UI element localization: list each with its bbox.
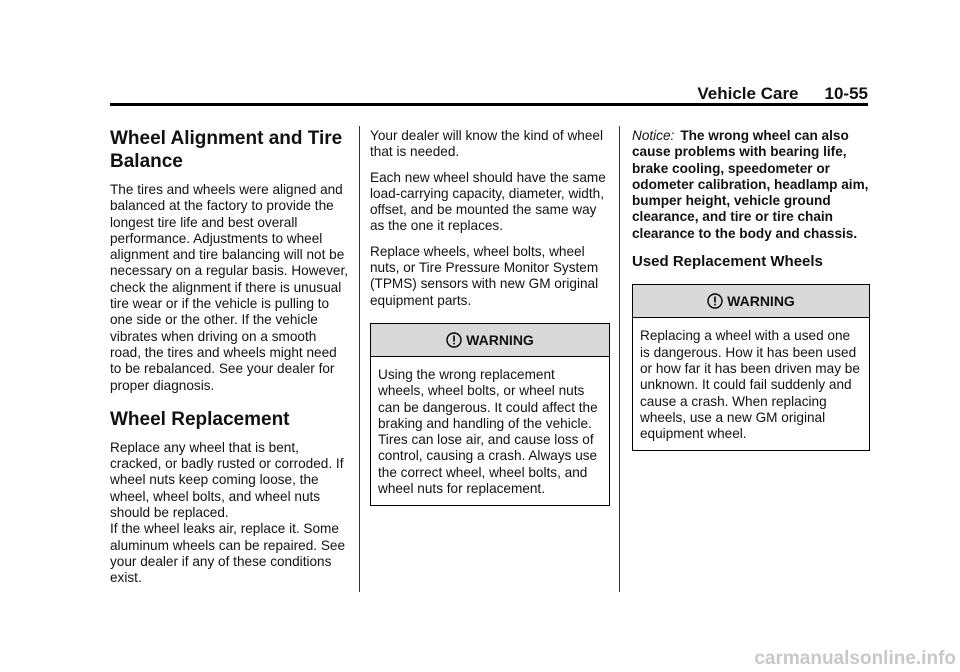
header-section-title: Vehicle Care	[697, 84, 799, 103]
header-text	[697, 84, 868, 104]
paragraph-alignment: The tires and wheels were aligned and balanced at the factory to provide the longest tire life and best overall performance. Adjustments to wheel alignment and tire balancing will not be necessary on a regular basis. However, check the alignment if there is unusual tire wear or if the vehicle is pulling to one side or the other. If the vehicle vibrates when driving on a smooth road, the tires and wheels might need to be rebalanced. See your dealer for proper diagnosis.	[110, 182, 349, 393]
column-divider-2	[619, 126, 620, 592]
header-rule	[110, 103, 868, 106]
heading-used-wheels: Used Replacement Wheels	[632, 253, 823, 271]
heading-wheel-alignment: Wheel Alignment and Tire Balance	[110, 128, 343, 172]
paragraph-dealer: Your dealer will know the kind of wheel that is needed.	[370, 128, 603, 160]
page-header	[110, 84, 868, 104]
warning-header-used	[633, 285, 869, 318]
warning-box	[370, 323, 610, 506]
watermark: carmanualsonline.info	[754, 648, 956, 669]
warning-body-used: Replacing a wheel with a used one is dangerous. How it has been used or how far it has been driven may be unknown. It could fail suddenly and cause a crash. When replacing wheels, use a new GM original equipment wheel.	[640, 328, 860, 442]
paragraph-replacement-2: If the wheel leaks air, replace it. Some aluminum wheels can be repaired. See your dealer if any of these conditions exist.	[110, 521, 346, 586]
paragraph-replacement-1: Replace any wheel that is bent, cracked, or badly rusted or corroded. If wheel nuts keep coming loose, the wheel, wheel bolts, and wheel nuts should be replaced.	[110, 439, 344, 521]
warning-icon	[707, 293, 723, 309]
warning-header	[371, 324, 609, 357]
warning-title-used: WARNING	[727, 293, 795, 310]
notice-text: The wrong wheel can also cause problems with bearing life, brake cooling, speedometer or odometer calibration, headlamp aim, bumper height, vehicle ground clearance, and tire or tire chain clearance to the body and chassis.	[632, 128, 869, 241]
column-3	[632, 128, 870, 451]
paragraph-new-wheel: Each new wheel should have the same load-carrying capacity, diameter, width, offset, and be mounted the same way as the one it replaces.	[370, 169, 606, 234]
paragraph-replace-parts: Replace wheels, wheel bolts, wheel nuts, or Tire Pressure Monitor System (TPMS) sensors with new GM original equipment parts.	[370, 243, 599, 308]
warning-box-used	[632, 284, 870, 451]
warning-icon	[446, 332, 462, 348]
column-divider-1	[359, 126, 360, 592]
notice-label: Notice:	[632, 128, 675, 143]
header-page-number: 10-55	[824, 84, 868, 103]
column-1	[110, 127, 348, 596]
heading-wheel-replacement: Wheel Replacement	[110, 408, 290, 430]
warning-title: WARNING	[466, 331, 534, 348]
warning-body: Using the wrong replacement wheels, wheel bolts, or wheel nuts can be dangerous. It could affect the braking and handling of the vehicle. Tires can lose air, and cause loss of control, causing a crash. Always use the correct wheel, wheel bolts, and wheel nuts for replacement.	[378, 366, 598, 497]
notice	[632, 128, 870, 242]
column-2	[370, 128, 610, 506]
